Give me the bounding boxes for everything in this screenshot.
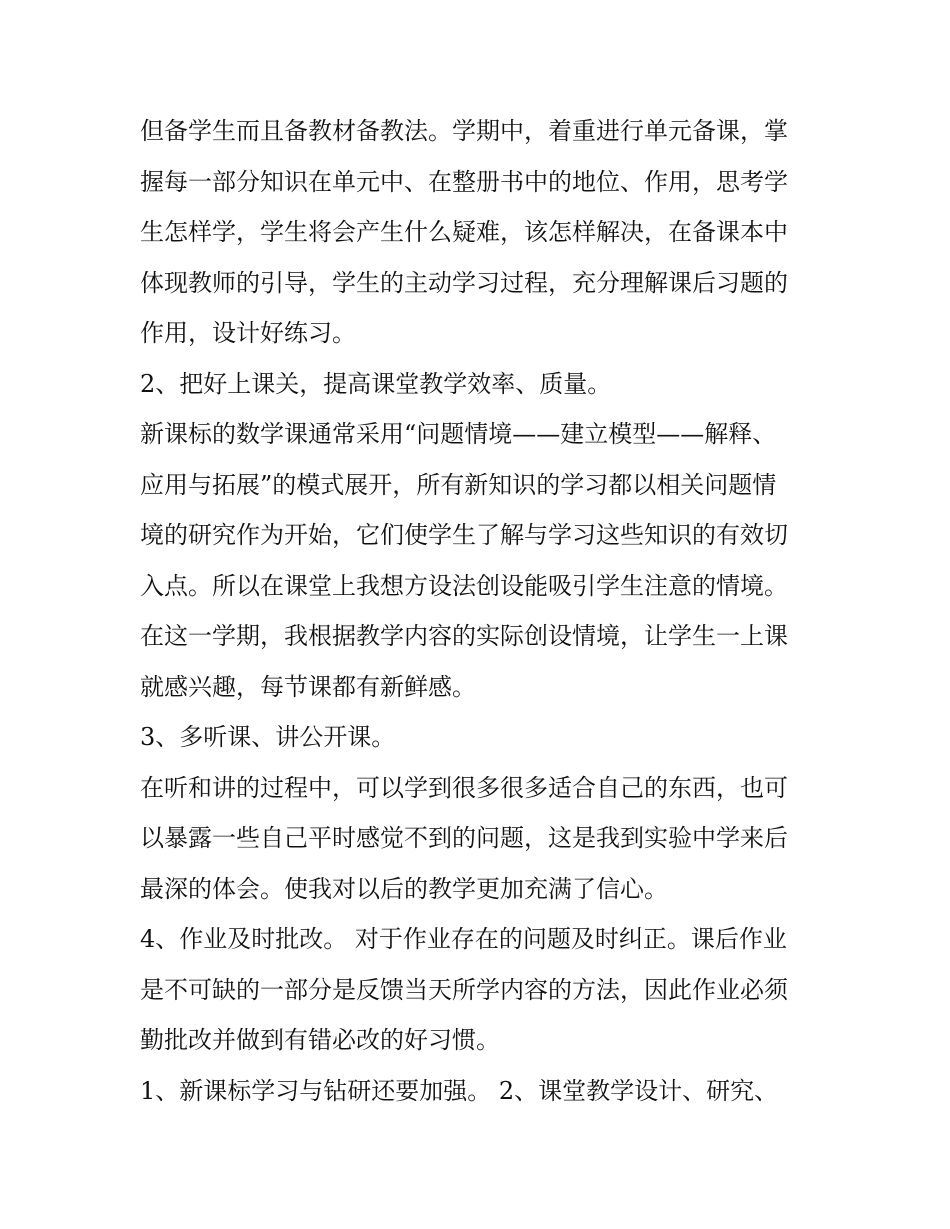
section-heading: 2、把好上课关，提高课堂教学效率、质量。 (140, 369, 612, 398)
document-body (140, 106, 820, 1116)
text-line: 在听和讲的过程中，可以学到很多很多适合自己的东西，也可 (140, 773, 788, 802)
text-line: 最深的体会。使我对以后的教学更加充满了信心。 (140, 874, 668, 903)
text-line: 新课标的数学课通常采用“问题情境——建立模型——解释、 (140, 420, 777, 448)
text-line: 入点。所以在课堂上我想方设法创设能吸引学生注意的情境。 (140, 571, 788, 600)
text-line: 境的研究作为开始，它们使学生了解与学习这些知识的有效切 (140, 521, 788, 549)
text-line: 是不可缺的一部分是反馈当天所学内容的方法，因此作业必须 (140, 975, 788, 1004)
text-line: 握每一部分知识在单元中、在整册书中的地位、作用，思考学 (140, 167, 788, 196)
text-line: 以暴露一些自己平时感觉不到的问题，这是我到实验中学来后 (140, 824, 788, 852)
text-line: 勤批改并做到有错必改的好习惯。 (140, 1026, 500, 1054)
section-heading: 4、作业及时批改。 对于作业存在的问题及时纠正。课后作业 (140, 925, 787, 953)
text-line: 应用与拓展”的模式展开，所有新知识的学习都以相关问题情 (140, 470, 777, 499)
text-line: 作用，设计好练习。 (140, 319, 356, 347)
text-line: 生怎样学，学生将会产生什么疑难，该怎样解决，在备课本中 (140, 218, 788, 246)
text-line: 但备学生而且备教材备教法。学期中，着重进行单元备课，掌 (140, 117, 788, 145)
text-line: 1、新课标学习与钻研还要加强。 2、课堂教学设计、研究、 (140, 1076, 779, 1105)
text-line: 体现教师的引导，学生的主动学习过程，充分理解课后习题的 (140, 268, 788, 297)
text-line: 就感兴趣，每节课都有新鲜感。 (140, 672, 476, 701)
section-heading: 3、多听课、讲公开课。 (140, 723, 396, 751)
text-line: 在这一学期，我根据教学内容的实际创设情境，让学生一上课 (140, 622, 788, 650)
